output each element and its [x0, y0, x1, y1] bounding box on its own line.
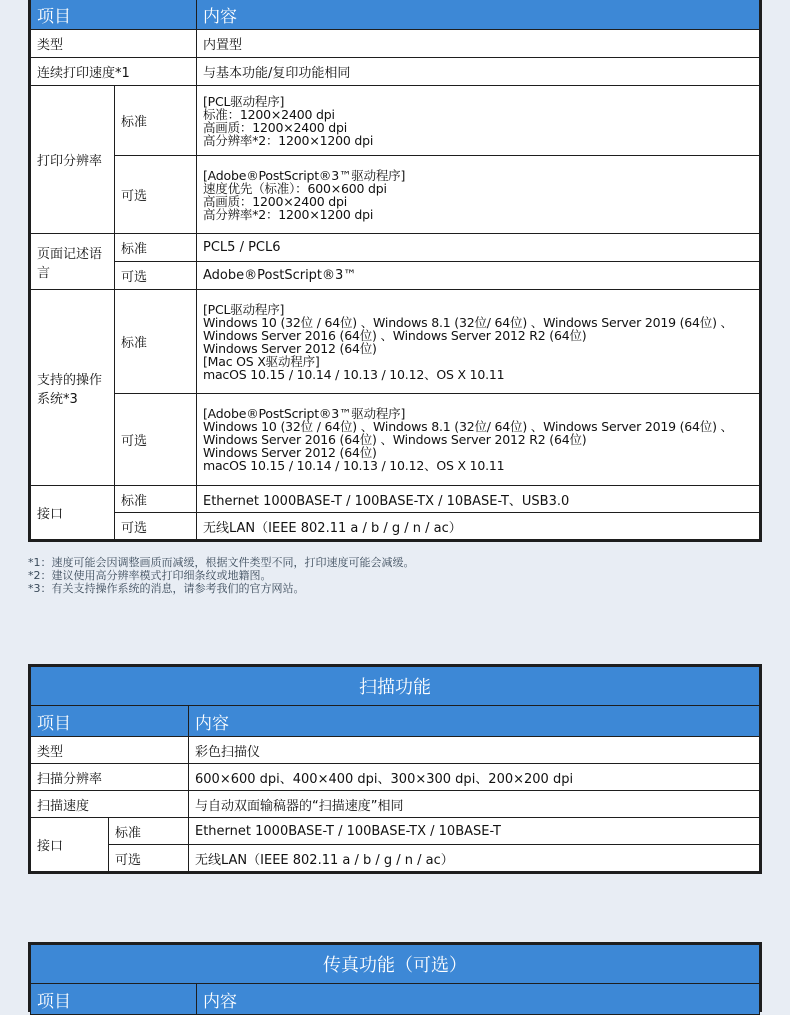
content-line: 高分辨率*2：1200×1200 dpi [203, 206, 374, 222]
header-content: 内容 [197, 984, 760, 1015]
sub-label: 标准 [109, 818, 189, 845]
sub-label: 可选 [109, 845, 189, 872]
row-value [197, 394, 760, 486]
row-value: 彩色扫描仪 [189, 737, 760, 764]
row-label: 打印分辨率 [31, 86, 115, 234]
table-title: 扫描功能 [31, 667, 760, 706]
table-row [31, 764, 760, 791]
row-value: 600×600 dpi、400×400 dpi、300×300 dpi、200×200 dpi [189, 764, 760, 791]
table-header-row [31, 706, 760, 737]
row-label: 扫描分辨率 [31, 764, 189, 791]
row-value: Ethernet 1000BASE-T / 100BASE-TX / 10BASE-T、USB3.0 [197, 486, 760, 513]
table-row [31, 486, 760, 513]
table-title-row [31, 945, 760, 984]
table-row [31, 791, 760, 818]
row-value [197, 156, 760, 234]
content-line: 标准：1200×2400 dpi [203, 106, 335, 122]
sub-label: 标准 [115, 86, 197, 156]
table-header-row [31, 0, 760, 30]
footnote: *3：有关支持操作系统的消息，请参考我们的官方网站。 [28, 582, 305, 595]
content-line: Windows 10 (32位 / 64位) 、Windows 8.1 (32位/ 64位) 、Windows Server 2019 (64位) 、 [203, 419, 733, 434]
row-value: Ethernet 1000BASE-T / 100BASE-TX / 10BASE-T [189, 818, 760, 845]
footnote: *2：建议使用高分辨率模式打印细条纹或地籍图。 [28, 569, 272, 582]
content-line: 高画质：1200×2400 dpi [203, 119, 348, 135]
content-line: Windows Server 2016 (64位) 、Windows Server 2012 R2 (64位) [203, 432, 587, 447]
table-row [31, 86, 760, 156]
content-line: Windows 10 (32位 / 64位) 、Windows 8.1 (32位/ 64位) 、Windows Server 2019 (64位) 、 [203, 314, 733, 330]
table-title: 传真功能（可选） [31, 945, 760, 984]
content-line: Windows Server 2012 (64位) [203, 445, 377, 460]
row-value [197, 86, 760, 156]
row-label: 扫描速度 [31, 791, 189, 818]
content-line: 高画质：1200×2400 dpi [203, 193, 348, 209]
table-row [31, 234, 760, 262]
sub-label: 标准 [115, 234, 197, 262]
sub-label: 可选 [115, 394, 197, 486]
content-line: [Adobe®PostScript®3™驱动程序] [203, 406, 406, 421]
scan-spec-table [28, 664, 762, 874]
row-label: 类型 [31, 30, 197, 58]
row-value: Adobe®PostScript®3™ [197, 262, 760, 290]
row-label: 连续打印速度*1 [31, 58, 197, 86]
table-row [31, 737, 760, 764]
content-line: macOS 10.15 / 10.14 / 10.13 / 10.12、OS X 10.11 [203, 458, 505, 473]
table-row [31, 845, 760, 872]
table-row [31, 818, 760, 845]
row-value: PCL5 / PCL6 [197, 234, 760, 262]
sub-label: 可选 [115, 513, 197, 540]
header-item: 项目 [31, 0, 197, 30]
sub-label: 可选 [115, 156, 197, 234]
content-line: 速度优先（标准）：600×600 dpi [203, 180, 387, 196]
row-value [197, 290, 760, 394]
header-item: 项目 [31, 984, 197, 1015]
table-row [31, 58, 760, 86]
table-row [31, 513, 760, 540]
footnotes [28, 556, 415, 595]
sub-label: 标准 [115, 290, 197, 394]
header-item: 项目 [31, 706, 189, 737]
row-label: 接口 [31, 486, 115, 540]
row-value: 无线LAN（IEEE 802.11 a / b / g / n / ac） [189, 845, 760, 872]
content-line: [Adobe®PostScript®3™驱动程序] [203, 167, 406, 183]
table-row [31, 290, 760, 394]
content-line: Windows Server 2016 (64位) 、Windows Server 2012 R2 (64位) [203, 327, 587, 343]
content-line: macOS 10.15 / 10.14 / 10.13 / 10.12、OS X 10.11 [203, 366, 505, 382]
row-value: 内置型 [197, 30, 760, 58]
content-line: [PCL驱动程序] [203, 301, 285, 317]
header-content: 内容 [189, 706, 760, 737]
row-label: 页面记述语言 [31, 234, 115, 290]
sub-label: 标准 [115, 486, 197, 513]
header-content: 内容 [197, 0, 760, 30]
row-label: 接口 [31, 818, 109, 872]
content-line: 高分辨率*2：1200×1200 dpi [203, 132, 374, 148]
content-line: [Mac OS X驱动程序] [203, 353, 320, 369]
table-row [31, 262, 760, 290]
print-spec-table [28, 0, 762, 542]
fax-spec-table [28, 942, 762, 1012]
row-value: 无线LAN（IEEE 802.11 a / b / g / n / ac） [197, 513, 760, 540]
row-value: 与自动双面输稿器的“扫描速度”相同 [189, 791, 760, 818]
table-row [31, 394, 760, 486]
footnote: *1：速度可能会因调整画质而减缓，根据文件类型不同，打印速度可能会减缓。 [28, 556, 415, 569]
row-label: 类型 [31, 737, 189, 764]
table-header-row [31, 984, 760, 1015]
row-label: 支持的操作系统*3 [31, 290, 115, 486]
sub-label: 可选 [115, 262, 197, 290]
table-title-row [31, 667, 760, 706]
content-line: [PCL驱动程序] [203, 93, 285, 109]
row-value: 与基本功能/复印功能相同 [197, 58, 760, 86]
table-row [31, 30, 760, 58]
table-row [31, 156, 760, 234]
content-line: Windows Server 2012 (64位) [203, 340, 377, 356]
